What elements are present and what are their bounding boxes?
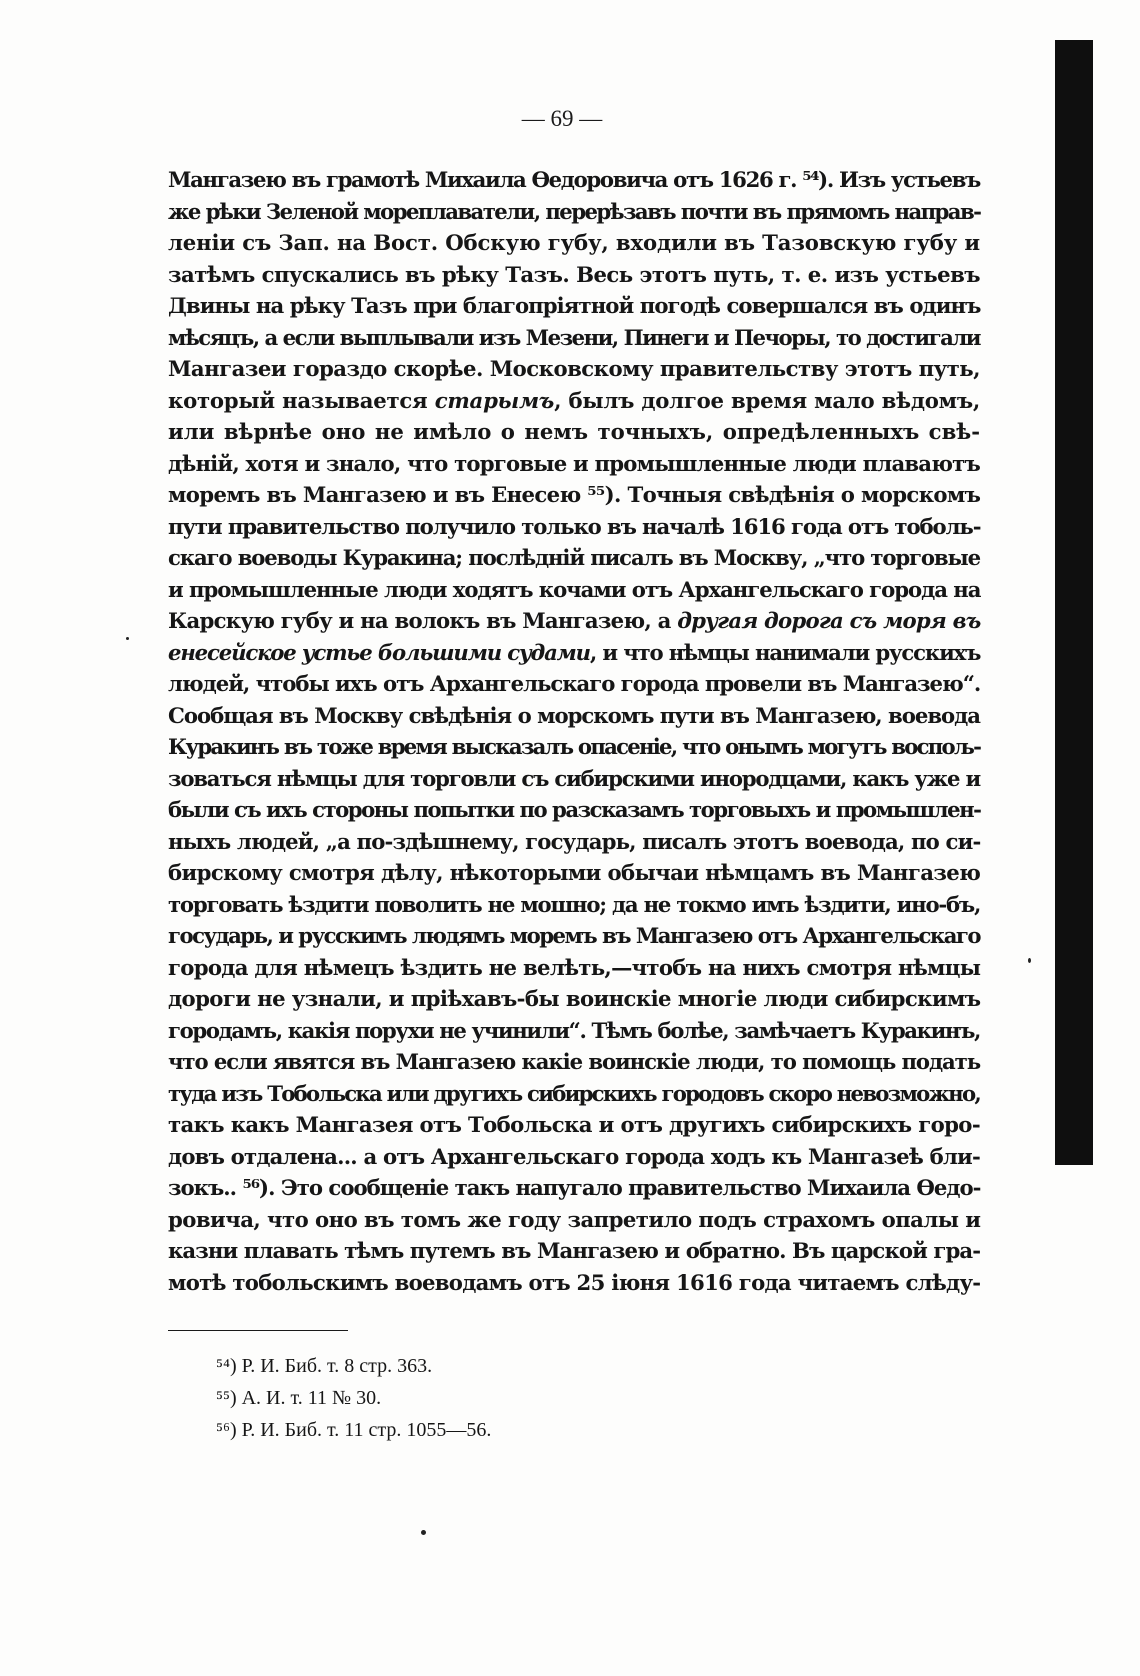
text-line: Мангазею въ грамотѣ Михаила Ѳедоровича отъ 1626 г. ⁵⁴). Изъ устьевъ xyxy=(168,167,980,192)
footnotes xyxy=(216,1350,491,1446)
scan-speck xyxy=(1028,958,1031,963)
text-line xyxy=(168,385,980,417)
text-run: , былъ долгое время мало вѣдомъ, xyxy=(554,387,980,413)
italic-run: енесейское устье большими судами xyxy=(168,639,590,665)
text-line: были съ ихъ стороны попытки по разсказамъ торговыхъ и промышлен- xyxy=(168,797,981,822)
text-line: торговать ѣздити поволить не мошно; да не токмо имъ ѣздити, ино-бъ, xyxy=(168,891,981,917)
text-run: который называется xyxy=(168,387,435,413)
text-run: , и что нѣмцы нанимали русскихъ xyxy=(589,639,981,665)
text-line: ровича, что оно въ томъ же году запретило подъ страхомъ опалы и xyxy=(168,1206,981,1232)
text-line: же рѣки Зеленой мореплаватели, перерѣзавъ почти въ прямомъ направ- xyxy=(168,198,981,224)
text-line: или вѣрнѣе оно не имѣло о немъ точныхъ, опредѣленныхъ свѣ- xyxy=(168,419,980,444)
text-line: что если явятся въ Мангазею какіе воинскіе люди, то помощь подать xyxy=(168,1049,980,1074)
footnote: ⁵⁴) Р. И. Биб. т. 8 стр. 363. xyxy=(216,1355,433,1377)
text-line: Двины на рѣку Тазъ при благопріятной погодѣ совершался въ одинъ xyxy=(168,293,981,318)
text-line: такъ какъ Мангазея отъ Тобольска и отъ другихъ сибирскихъ горо- xyxy=(168,1112,980,1137)
text-line: мѣсяцъ, а если выплывали изъ Мезени, Пинеги и Печоры, то достигали xyxy=(168,324,980,350)
scan-speck xyxy=(126,637,129,640)
text-line: затѣмъ спускались въ рѣку Тазъ. Весь этотъ путь, т. е. изъ устьевъ xyxy=(168,261,980,287)
text-line: и промышленные люди ходятъ кочами отъ Архангельскаго города на xyxy=(168,576,981,602)
footnote-separator xyxy=(168,1330,348,1331)
text-line: пути правительство получило только въ началѣ 1616 года отъ тоболь- xyxy=(168,513,981,539)
text-line: Куракинъ въ тоже время высказалъ опасеніе, что онымъ могутъ воспољ- xyxy=(168,734,981,759)
text-line: Мангазеи гораздо скорѣе. Московскому правительству этотъ путь, xyxy=(168,356,980,381)
text-line: леніи съ Зап. на Вост. Обскую губу, входили въ Тазовскую губу и xyxy=(168,230,980,255)
text-line: моремъ въ Мангазею и въ Енесею ⁵⁵). Точныя свѣдѣнія о морскомъ xyxy=(168,482,981,507)
italic-run: старымъ xyxy=(434,387,555,413)
text-line xyxy=(168,605,980,637)
text-line: дороги не узнали, и пріѣхавъ-бы воинскіе многіе люди сибирскимъ xyxy=(168,986,981,1011)
text-line: дѣній, хотя и знало, что торговые и промышленные люди плаваютъ xyxy=(168,450,980,476)
body-text xyxy=(168,164,980,1298)
text-line: бирскому смотря дѣлу, нѣкоторыми обычаи нѣмцамъ въ Мангазею xyxy=(168,860,981,885)
footnote: ⁵⁶) Р. И. Биб. т. 11 стр. 1055—56. xyxy=(216,1419,492,1441)
text-line: казни плавать тѣмъ путемъ въ Мангазею и обратно. Въ царской гра- xyxy=(168,1238,981,1263)
text-line: города для нѣмецъ ѣздить не велѣть,—чтобъ на нихъ смотря нѣмцы xyxy=(168,954,981,980)
text-line: государь, и русскимъ людямъ моремъ въ Мангазею отъ Архангельскаго xyxy=(168,923,980,948)
scan-speck xyxy=(421,1530,426,1535)
text-line: городамъ, какія порухи не учинили“. Тѣмъ болѣе, замѣчаетъ Куракинъ, xyxy=(168,1017,981,1043)
text-line: зокъ.. ⁵⁶). Это сообщеніе такъ напугало правительство Михаила Ѳедо- xyxy=(168,1175,981,1200)
text-line: ныхъ людей, „а по-здѣшнему, государь, писалъ этотъ воевода, по си- xyxy=(168,828,981,854)
footnote: ⁵⁵) А. И. т. 11 № 30. xyxy=(216,1387,382,1409)
text-line: Сообщая въ Москву свѣдѣнія о морскомъ пути въ Мангазею, воевода xyxy=(168,702,980,728)
text-line xyxy=(168,637,980,669)
text-line: скаго воеводы Куракина; послѣдній писалъ въ Москву, „что торговые xyxy=(168,545,980,570)
text-line: зоваться нѣмцы для торговли съ сибирскими инородцами, какъ уже и xyxy=(168,765,981,791)
page-number: — 69 — xyxy=(521,106,603,131)
text-line: туда изъ Тобольска или другихъ сибирскихъ городовъ скоро невозможно, xyxy=(168,1080,980,1106)
italic-run: другая дорога съ моря въ xyxy=(677,608,981,633)
text-line: мотѣ тобольскимъ воеводамъ отъ 25 іюня 1616 года читаемъ слѣду- xyxy=(168,1269,981,1295)
scan-edge-shadow xyxy=(1055,40,1093,1165)
text-run: Карскую губу и на волокъ въ Мангазею, а xyxy=(168,608,678,633)
text-line: людей, чтобы ихъ отъ Архангельскаго города провели въ Мангазею“. xyxy=(168,671,981,696)
text-line: довъ отдалена... а отъ Архангельскаго города ходъ къ Мангазеѣ бли- xyxy=(168,1143,980,1169)
